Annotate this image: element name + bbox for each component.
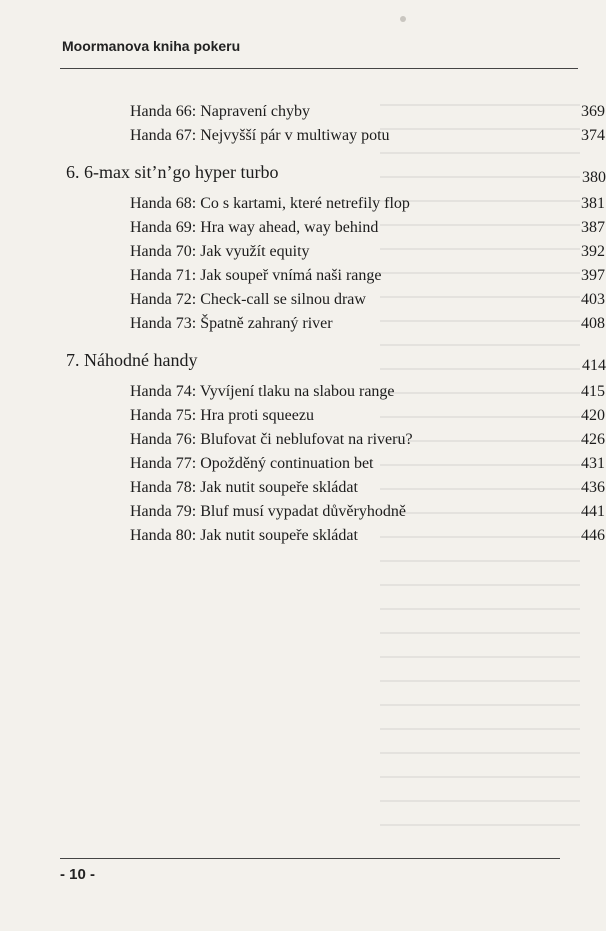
toc-entry <box>130 500 605 524</box>
toc-entry <box>130 288 605 312</box>
entry-title: Handa 76: Blufovat či neblufovat na riveru? <box>130 431 413 448</box>
running-header: Moormanova kniha pokeru <box>62 38 241 54</box>
entry-page-number: 381 <box>581 195 605 212</box>
toc-entry <box>130 312 605 336</box>
entry-title: Handa 66: Napravení chyby <box>130 103 310 120</box>
entry-page-number: 397 <box>581 267 605 284</box>
toc-entry <box>130 216 605 240</box>
entry-title: Handa 75: Hra proti squeezu <box>130 407 314 424</box>
entry-title: Handa 74: Vyvíjení tlaku na slabou range <box>130 383 395 400</box>
toc-entry <box>130 452 605 476</box>
entry-title: Handa 80: Jak nutit soupeře skládat <box>130 527 358 544</box>
entry-page-number: 387 <box>581 219 605 236</box>
entry-title: Handa 71: Jak soupeř vnímá naši range <box>130 267 382 284</box>
entry-title: Handa 73: Špatně zahraný river <box>130 315 333 332</box>
entry-title: Handa 70: Jak využít equity <box>130 243 310 260</box>
entry-title: Handa 69: Hra way ahead, way behind <box>130 219 379 236</box>
toc-entry <box>130 524 605 548</box>
entry-page-number: 441 <box>581 503 605 520</box>
entry-page-number: 436 <box>581 479 605 496</box>
entry-page-number: 431 <box>581 455 605 472</box>
entry-page-number: 380 <box>582 169 606 186</box>
entry-page-number: 369 <box>581 103 605 120</box>
entry-page-number: 408 <box>581 315 605 332</box>
entry-page-number: 392 <box>581 243 605 260</box>
footer-rule <box>60 858 560 859</box>
entry-page-number: 420 <box>581 407 605 424</box>
toc-entry <box>130 124 605 148</box>
entry-title: Handa 78: Jak nutit soupeře skládat <box>130 479 358 496</box>
entry-title: Handa 67: Nejvyšší pár v multiway potu <box>130 127 390 144</box>
entry-title: 7. Náhodné handy <box>66 350 198 370</box>
toc-entry <box>130 428 605 452</box>
entry-title: Handa 68: Co s kartami, které netrefily flop <box>130 195 410 212</box>
entry-page-number: 374 <box>581 127 605 144</box>
entry-page-number: 446 <box>581 527 605 544</box>
entry-page-number: 414 <box>582 357 606 374</box>
chapter-entry <box>66 346 606 374</box>
toc-entry <box>130 264 605 288</box>
toc-entry <box>130 380 605 404</box>
toc-entry <box>130 240 605 264</box>
toc-entry <box>130 404 605 428</box>
entry-title: 6. 6-max sit’n’go hyper turbo <box>66 162 279 182</box>
entry-page-number: 403 <box>581 291 605 308</box>
entry-page-number: 426 <box>581 431 605 448</box>
page-number: - 10 - <box>60 866 96 883</box>
entry-title: Handa 79: Bluf musí vypadat důvěryhodně <box>130 503 406 520</box>
toc-entry <box>130 476 605 500</box>
entry-title: Handa 72: Check-call se silnou draw <box>130 291 366 308</box>
toc-entry <box>130 100 605 124</box>
entry-page-number: 415 <box>581 383 605 400</box>
chapter-entry <box>66 158 606 186</box>
entry-title: Handa 77: Opožděný continuation bet <box>130 455 374 472</box>
toc-entry <box>130 192 605 216</box>
